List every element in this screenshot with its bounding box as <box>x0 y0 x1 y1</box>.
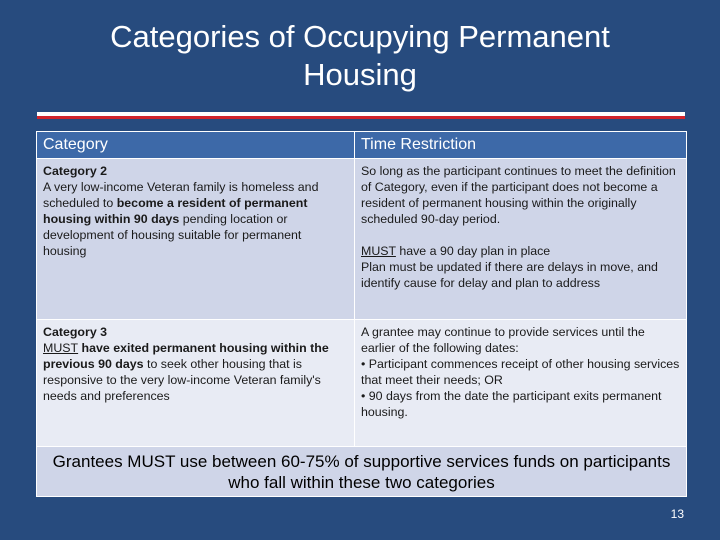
category-2-text-c: pending location or development of housing suitable for permanent housing <box>43 212 302 258</box>
category-2-text-bold: become a resident of permanent housing within 90 days <box>43 196 308 226</box>
category-3-restriction-bullet-2: • 90 days from the date the participant exits permanent housing. <box>361 389 662 419</box>
slide-title <box>40 18 680 94</box>
table-footer-row <box>37 447 687 497</box>
category-3-text-bold: have exited permanent housing within the previous 90 days <box>43 341 329 371</box>
category-3-restriction-cell <box>355 320 687 447</box>
must-underlined: MUST <box>43 341 79 355</box>
category-2-heading: Category 2 <box>43 164 108 178</box>
category-3-description <box>43 340 348 404</box>
funding-note: Grantees MUST use between 60-75% of supportive services funds on participants who fall within these two categories <box>37 447 687 497</box>
spacer <box>361 227 680 243</box>
header-category: Category <box>37 132 355 159</box>
category-3-restriction-intro: A grantee may continue to provide services until the earlier of the following dates: <box>361 325 645 355</box>
categories-table <box>36 131 687 497</box>
category-3-cell <box>37 320 355 447</box>
category-2-text-a: A very low-income Veteran family is homeless and scheduled to <box>43 180 319 210</box>
category-2-restriction-para2-text: have a 90 day plan in place <box>395 244 551 258</box>
category-2-restriction-para1: So long as the participant continues to meet the definition of Category, even if the participant does not become a resident of permanent housing within the originally scheduled 90-day period. <box>361 164 676 226</box>
category-2-description <box>43 179 348 259</box>
title-line-2: Housing <box>303 57 417 92</box>
category-3-text-b: to seek other housing that is responsive to the very low-income Veteran family's needs and preferences <box>43 357 321 403</box>
category-2-restriction-cell <box>355 159 687 320</box>
category-2-cell <box>37 159 355 320</box>
title-divider-red <box>37 116 685 119</box>
category-2-restriction-para3: Plan must be updated if there are delays in move, and identify cause for delay and plan to address <box>361 260 658 290</box>
table-row <box>37 159 687 320</box>
category-2-restriction-para2 <box>361 243 680 259</box>
must-underlined: MUST <box>361 244 396 258</box>
header-time-restriction: Time Restriction <box>355 132 687 159</box>
page-number: 13 <box>670 507 684 521</box>
title-line-1: Categories of Occupying Permanent <box>110 19 610 54</box>
category-3-heading: Category 3 <box>43 325 108 339</box>
table-header-row <box>37 132 687 159</box>
table-row <box>37 320 687 447</box>
category-3-restriction-bullet-1: • Participant commences receipt of other housing services that meet their needs; OR <box>361 357 680 387</box>
